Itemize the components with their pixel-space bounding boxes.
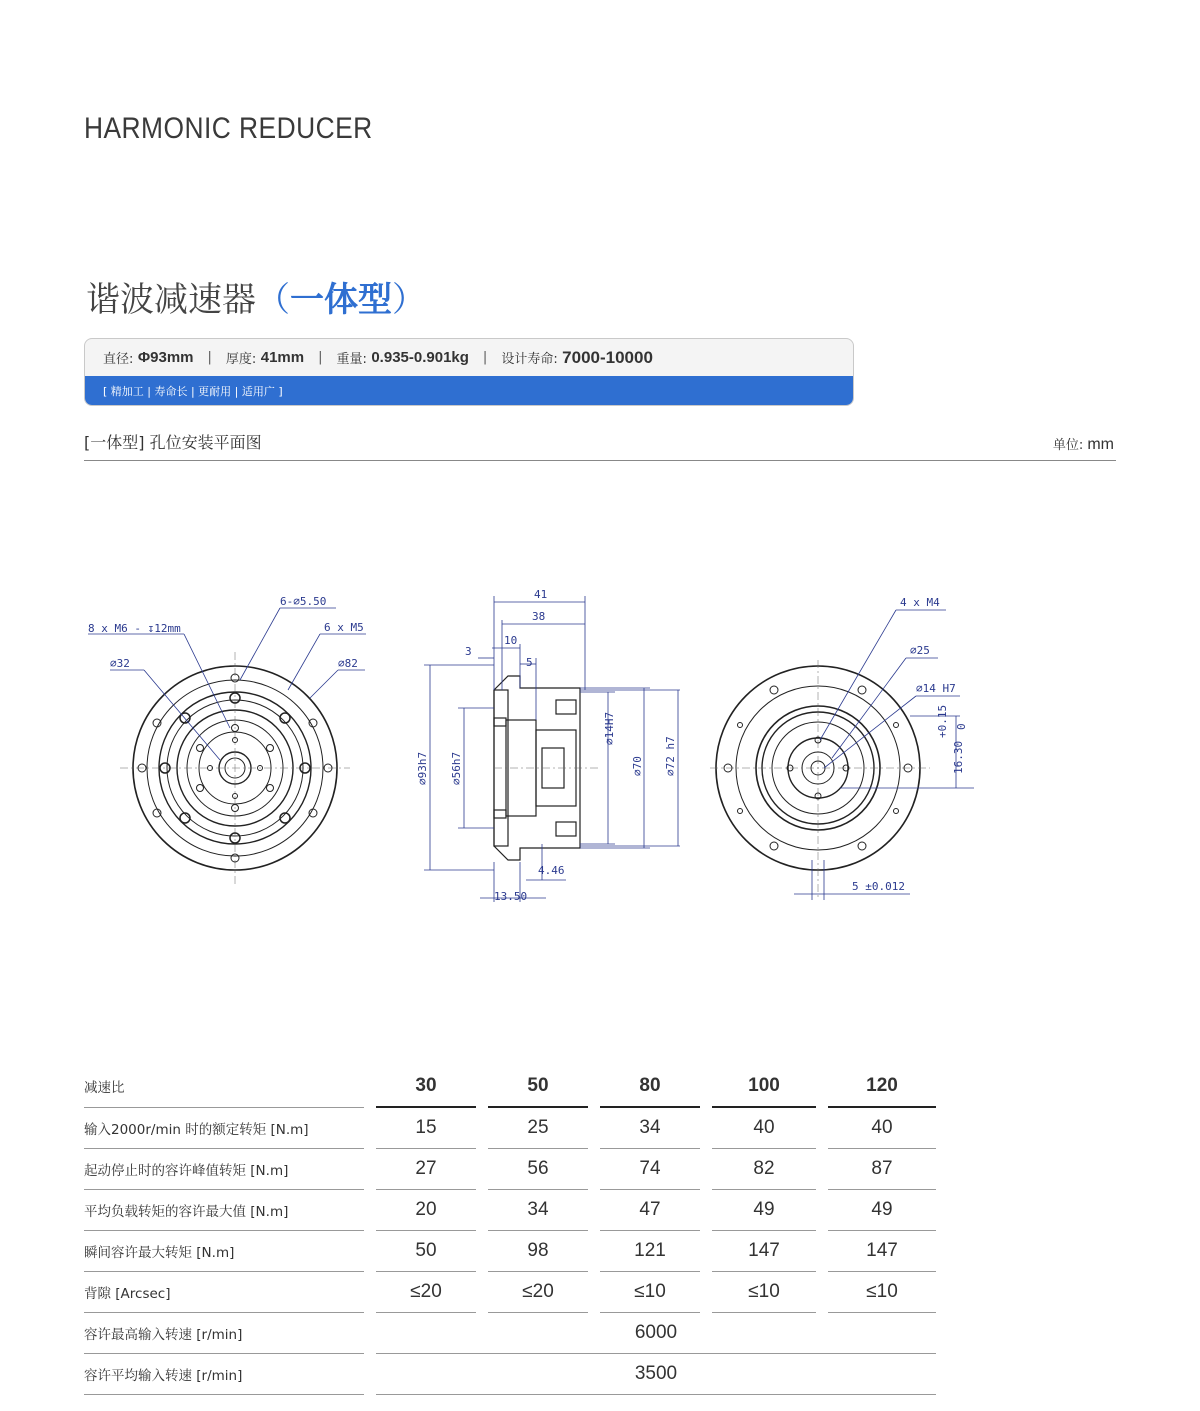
unit-indicator	[1053, 434, 1114, 454]
row-label: 背隙 [Arcsec]	[84, 1272, 364, 1313]
value-cell: ≤20	[376, 1272, 476, 1313]
value-cell: ≤10	[712, 1272, 816, 1313]
label-d25: ∅25	[910, 644, 930, 657]
features-bar: [ 精加工 | 寿命长 | 更耐用 | 适用广 ]	[85, 376, 853, 405]
dim-d93: ∅93h7	[416, 751, 429, 785]
dim-3: 3	[465, 645, 472, 658]
value-cell: 147	[712, 1231, 816, 1272]
dim-d70: ∅70	[631, 756, 644, 776]
label-d32: ∅32	[110, 657, 130, 670]
value-cell-merged: 3500	[376, 1354, 936, 1395]
dim-d56: ∅56h7	[450, 751, 463, 785]
separator: |	[207, 350, 212, 365]
diameter-value: Φ93mm	[137, 349, 194, 366]
table-row	[84, 1190, 936, 1231]
table-header-row	[84, 1066, 936, 1107]
ratio-cell: 80	[600, 1066, 700, 1107]
value-cell: ≤20	[488, 1272, 588, 1313]
life-value: 7000-10000	[562, 347, 653, 367]
label-tol: +0.15	[936, 704, 949, 738]
unit-label: 单位:	[1052, 438, 1084, 453]
value-cell: 82	[712, 1149, 816, 1190]
value-cell: 50	[376, 1231, 476, 1272]
label-d82: ∅82	[338, 657, 358, 670]
value-cell: 49	[712, 1190, 816, 1231]
front-view	[120, 652, 350, 884]
dim-d14: ∅14H7	[603, 711, 616, 745]
value-cell: 74	[600, 1149, 700, 1190]
row-label: 输入2000r/min 时的额定转矩 [N.m]	[84, 1107, 364, 1149]
row-label: 容许最高输入转速 [r/min]	[84, 1313, 364, 1354]
row-label: 容许平均输入转速 [r/min]	[84, 1354, 364, 1395]
side-view	[494, 676, 600, 860]
dim-41: 41	[534, 588, 548, 601]
value-cell: 34	[600, 1107, 700, 1149]
title-cn-close: ）	[392, 280, 426, 320]
value-cell: 20	[376, 1190, 476, 1231]
label-tol0: 0	[955, 723, 968, 730]
weight-label: 重量:	[336, 352, 367, 367]
value-cell: 25	[488, 1107, 588, 1149]
dim-10: 10	[504, 634, 518, 647]
page-title-cn	[86, 272, 426, 321]
value-cell-merged: 6000	[376, 1313, 936, 1354]
label-holes-m5: 6 x M5	[324, 621, 364, 634]
label-d14h7: ∅14 H7	[916, 682, 956, 695]
spec-table	[84, 1066, 936, 1395]
value-cell: 49	[828, 1190, 936, 1231]
table-row	[84, 1313, 936, 1354]
value-cell: 56	[488, 1149, 588, 1190]
back-view	[710, 660, 930, 900]
value-cell: 40	[828, 1107, 936, 1149]
ratio-cell: 30	[376, 1066, 476, 1107]
table-row	[84, 1354, 936, 1395]
row-label: 平均负载转矩的容许最大值 [N.m]	[84, 1190, 364, 1231]
unit-value: mm	[1087, 436, 1114, 453]
title-cn-main: 谐波减速器	[86, 280, 256, 320]
label-holes-m6: 8 x M6 - ↧12mm	[88, 622, 181, 635]
row-label: 瞬间容许最大转矩 [N.m]	[84, 1231, 364, 1272]
thickness-value: 41mm	[260, 349, 305, 366]
value-cell: 87	[828, 1149, 936, 1190]
value-cell: ≤10	[600, 1272, 700, 1313]
section-divider	[84, 460, 1116, 461]
weight-value: 0.935-0.901kg	[371, 349, 469, 366]
value-cell: 15	[376, 1107, 476, 1149]
ratio-label: 减速比	[84, 1066, 364, 1107]
row-label: 起动停止时的容许峰值转矩 [N.m]	[84, 1149, 364, 1190]
thickness-label: 厚度:	[225, 352, 257, 367]
mounting-drawing	[80, 580, 980, 920]
diameter-label: 直径:	[103, 352, 134, 367]
dim-5: 5	[526, 656, 533, 669]
dim-38: 38	[532, 610, 546, 623]
life-label: 设计寿命:	[501, 352, 558, 367]
spec-card	[84, 338, 854, 406]
dim-d72: ∅72 h7	[664, 736, 677, 776]
page-title-en: HARMONIC REDUCER	[84, 112, 373, 145]
label-holes-550: 6-∅5.50	[280, 595, 327, 608]
separator: |	[318, 350, 323, 365]
ratio-cell: 50	[488, 1066, 588, 1107]
value-cell: 121	[600, 1231, 700, 1272]
ratio-cell: 100	[712, 1066, 816, 1107]
table-row	[84, 1272, 936, 1313]
spec-row	[85, 339, 853, 376]
label-m4: 4 x M4	[900, 596, 940, 609]
table-row	[84, 1107, 936, 1149]
value-cell: 147	[828, 1231, 936, 1272]
title-cn-type: 一体型	[290, 280, 392, 320]
title-cn-open: （	[256, 280, 290, 320]
value-cell: 40	[712, 1107, 816, 1149]
table-row	[84, 1149, 936, 1190]
value-cell: 27	[376, 1149, 476, 1190]
value-cell: 47	[600, 1190, 700, 1231]
value-cell: 98	[488, 1231, 588, 1272]
dim-446: 4.46	[538, 864, 565, 877]
label-h1630: 16.30	[952, 740, 965, 774]
table-row	[84, 1231, 936, 1272]
dim-1350: 13.50	[494, 890, 528, 903]
value-cell: ≤10	[828, 1272, 936, 1313]
separator: |	[482, 350, 488, 365]
label-w5: 5 ±0.012	[852, 880, 905, 893]
ratio-cell: 120	[828, 1066, 936, 1107]
section-title: [一体型] 孔位安装平面图	[84, 433, 262, 452]
value-cell: 34	[488, 1190, 588, 1231]
